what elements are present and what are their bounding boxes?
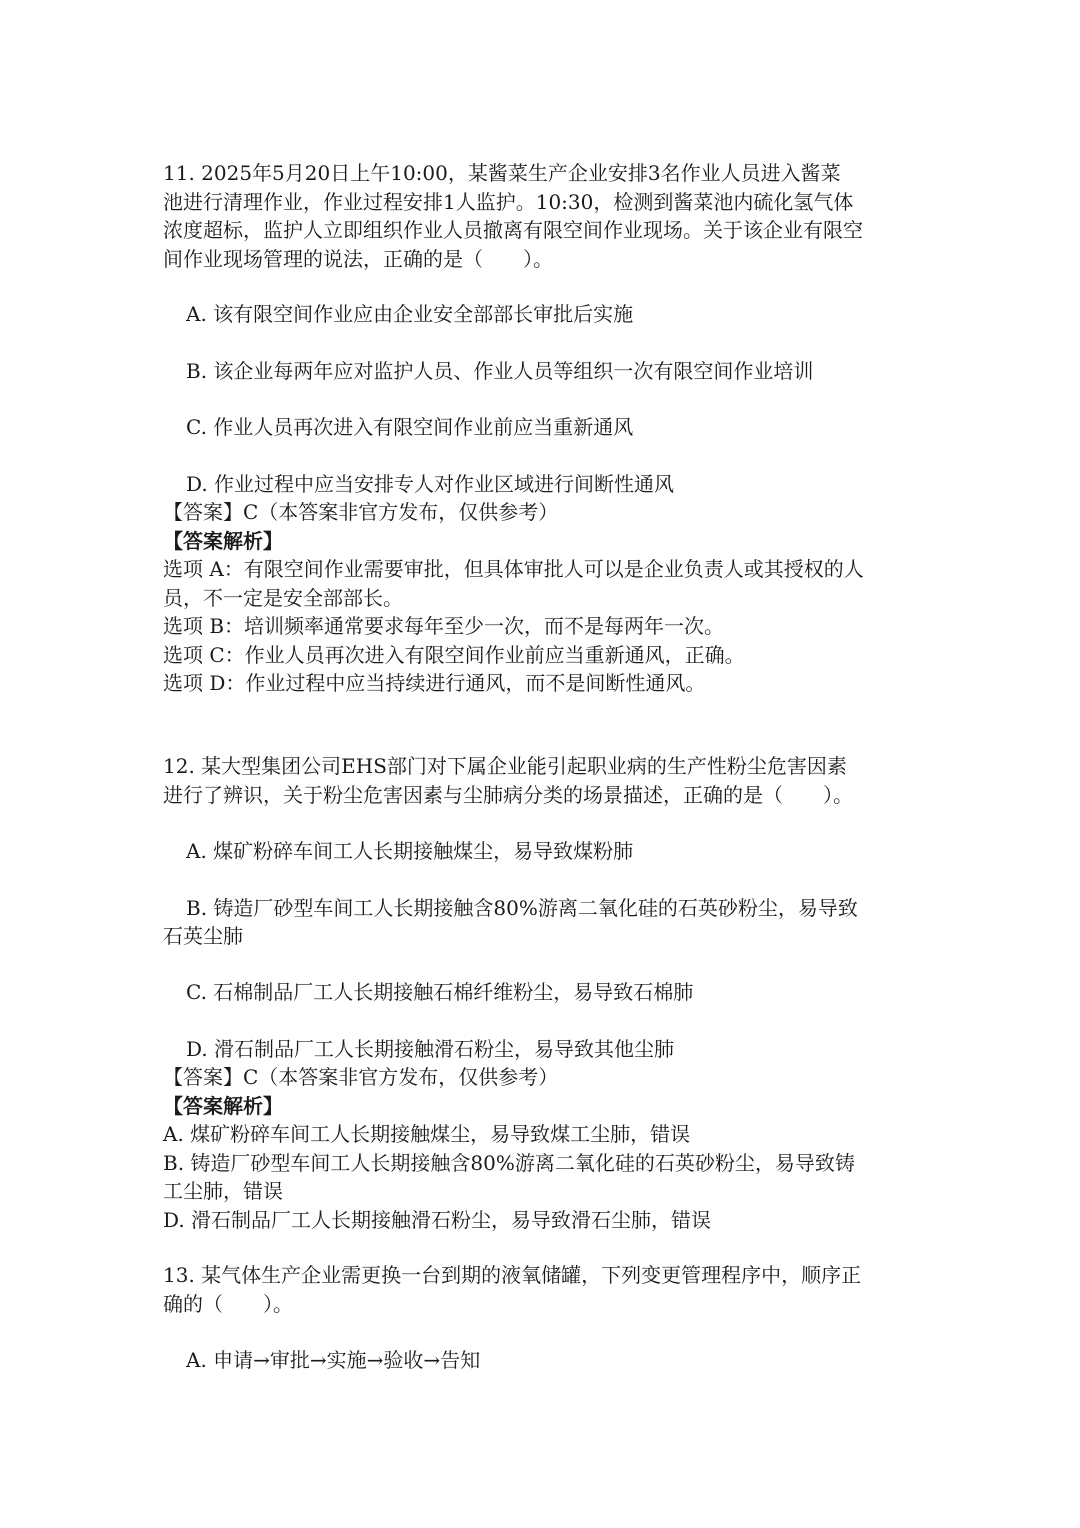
- q12-analysis-line: A. 煤矿粉碎车间工人长期接触煤尘，易导致煤工尘肺，错误: [163, 1122, 691, 1146]
- q11-stem-line: 浓度超标，监护人立即组织作业人员撤离有限空间作业现场。关于该企业有限空: [163, 218, 863, 242]
- q12-option-c: C. 石棉制品厂工人长期接触石棉纤维粉尘，易导致石棉肺: [186, 980, 694, 1004]
- q11-option-d: D. 作业过程中应当安排专人对作业区域进行间断性通风: [186, 472, 675, 496]
- q11-option-b: B. 该企业每两年应对监护人员、作业人员等组织一次有限空间作业培训: [186, 359, 814, 383]
- q13-stem: [163, 1261, 923, 1318]
- q13-stem-line: 13. 某气体生产企业需更换一台到期的液氧储罐，下列变更管理程序中，顺序正: [163, 1263, 862, 1287]
- q12-stem-line: 进行了辨识，关于粉尘危害因素与尘肺病分类的场景描述，正确的是（ ）。: [163, 782, 853, 807]
- q13-option-a: A. 申请→审批→实施→验收→告知: [186, 1348, 481, 1372]
- q11-analysis-line: 员，不一定是安全部部长。: [163, 585, 403, 610]
- q12-option-a: A. 煤矿粉碎车间工人长期接触煤尘，易导致煤粉肺: [186, 839, 634, 863]
- q12-analysis-line: D. 滑石制品厂工人长期接触滑石粉尘，易导致滑石尘肺，错误: [163, 1207, 712, 1232]
- q11-analysis-line: 选项 C：作业人员再次进入有限空间作业前应当重新通风，正确。: [163, 642, 745, 667]
- q12-answer-block: [163, 1063, 923, 1234]
- q11-analysis-line: 选项 A：有限空间作业需要审批，但具体审批人可以是企业负责人或其授权的人: [163, 557, 864, 581]
- q11-answer: 【答案】C（本答案非官方发布，仅供参考）: [163, 500, 559, 524]
- q12-analysis-title: 【答案解析】: [163, 1093, 283, 1118]
- q12-analysis-line: 工尘肺，错误: [163, 1179, 283, 1203]
- q11-option-a: A. 该有限空间作业应由企业安全部部长审批后实施: [186, 302, 634, 326]
- q12-option-b-cont-line: 石英尘肺: [163, 924, 243, 948]
- q11-analysis-title: 【答案解析】: [163, 528, 283, 553]
- q12-analysis-line: B. 铸造厂砂型车间工人长期接触含80%游离二氧化硅的石英砂粉尘，易导致铸: [163, 1150, 855, 1175]
- q11-stem-line: 池进行清理作业，作业过程安排1人监护。10:30，检测到酱菜池内硫化氢气体: [163, 189, 854, 214]
- q12-stem-line: 12. 某大型集团公司EHS部门对下属企业能引起职业病的生产性粉尘危害因素: [163, 754, 847, 778]
- q11-option-c: C. 作业人员再次进入有限空间作业前应当重新通风: [186, 415, 634, 439]
- q12-option-b: B. 铸造厂砂型车间工人长期接触含80%游离二氧化硅的石英砂粉尘，易导致: [186, 896, 858, 920]
- q12-option-d: D. 滑石制品厂工人长期接触滑石粉尘，易导致其他尘肺: [186, 1037, 675, 1061]
- q11-analysis-line: 选项 B：培训频率通常要求每年至少一次，而不是每两年一次。: [163, 614, 725, 638]
- q13-stem-line: 确的（ ）。: [163, 1291, 293, 1316]
- q11-analysis-line: 选项 D：作业过程中应当持续进行通风，而不是间断性通风。: [163, 671, 706, 695]
- q11-stem-line: 11. 2025年5月20日上午10:00，某酱菜生产企业安排3名作业人员进入酱菜: [163, 161, 841, 185]
- q11-answer-block: [163, 498, 923, 698]
- q11-stem: [163, 159, 923, 273]
- q12-answer: 【答案】C（本答案非官方发布，仅供参考）: [163, 1065, 559, 1089]
- q12-stem: [163, 752, 923, 809]
- q12-option-b-cont: [163, 922, 923, 951]
- q11-stem-line: 间作业现场管理的说法，正确的是（ ）。: [163, 246, 553, 271]
